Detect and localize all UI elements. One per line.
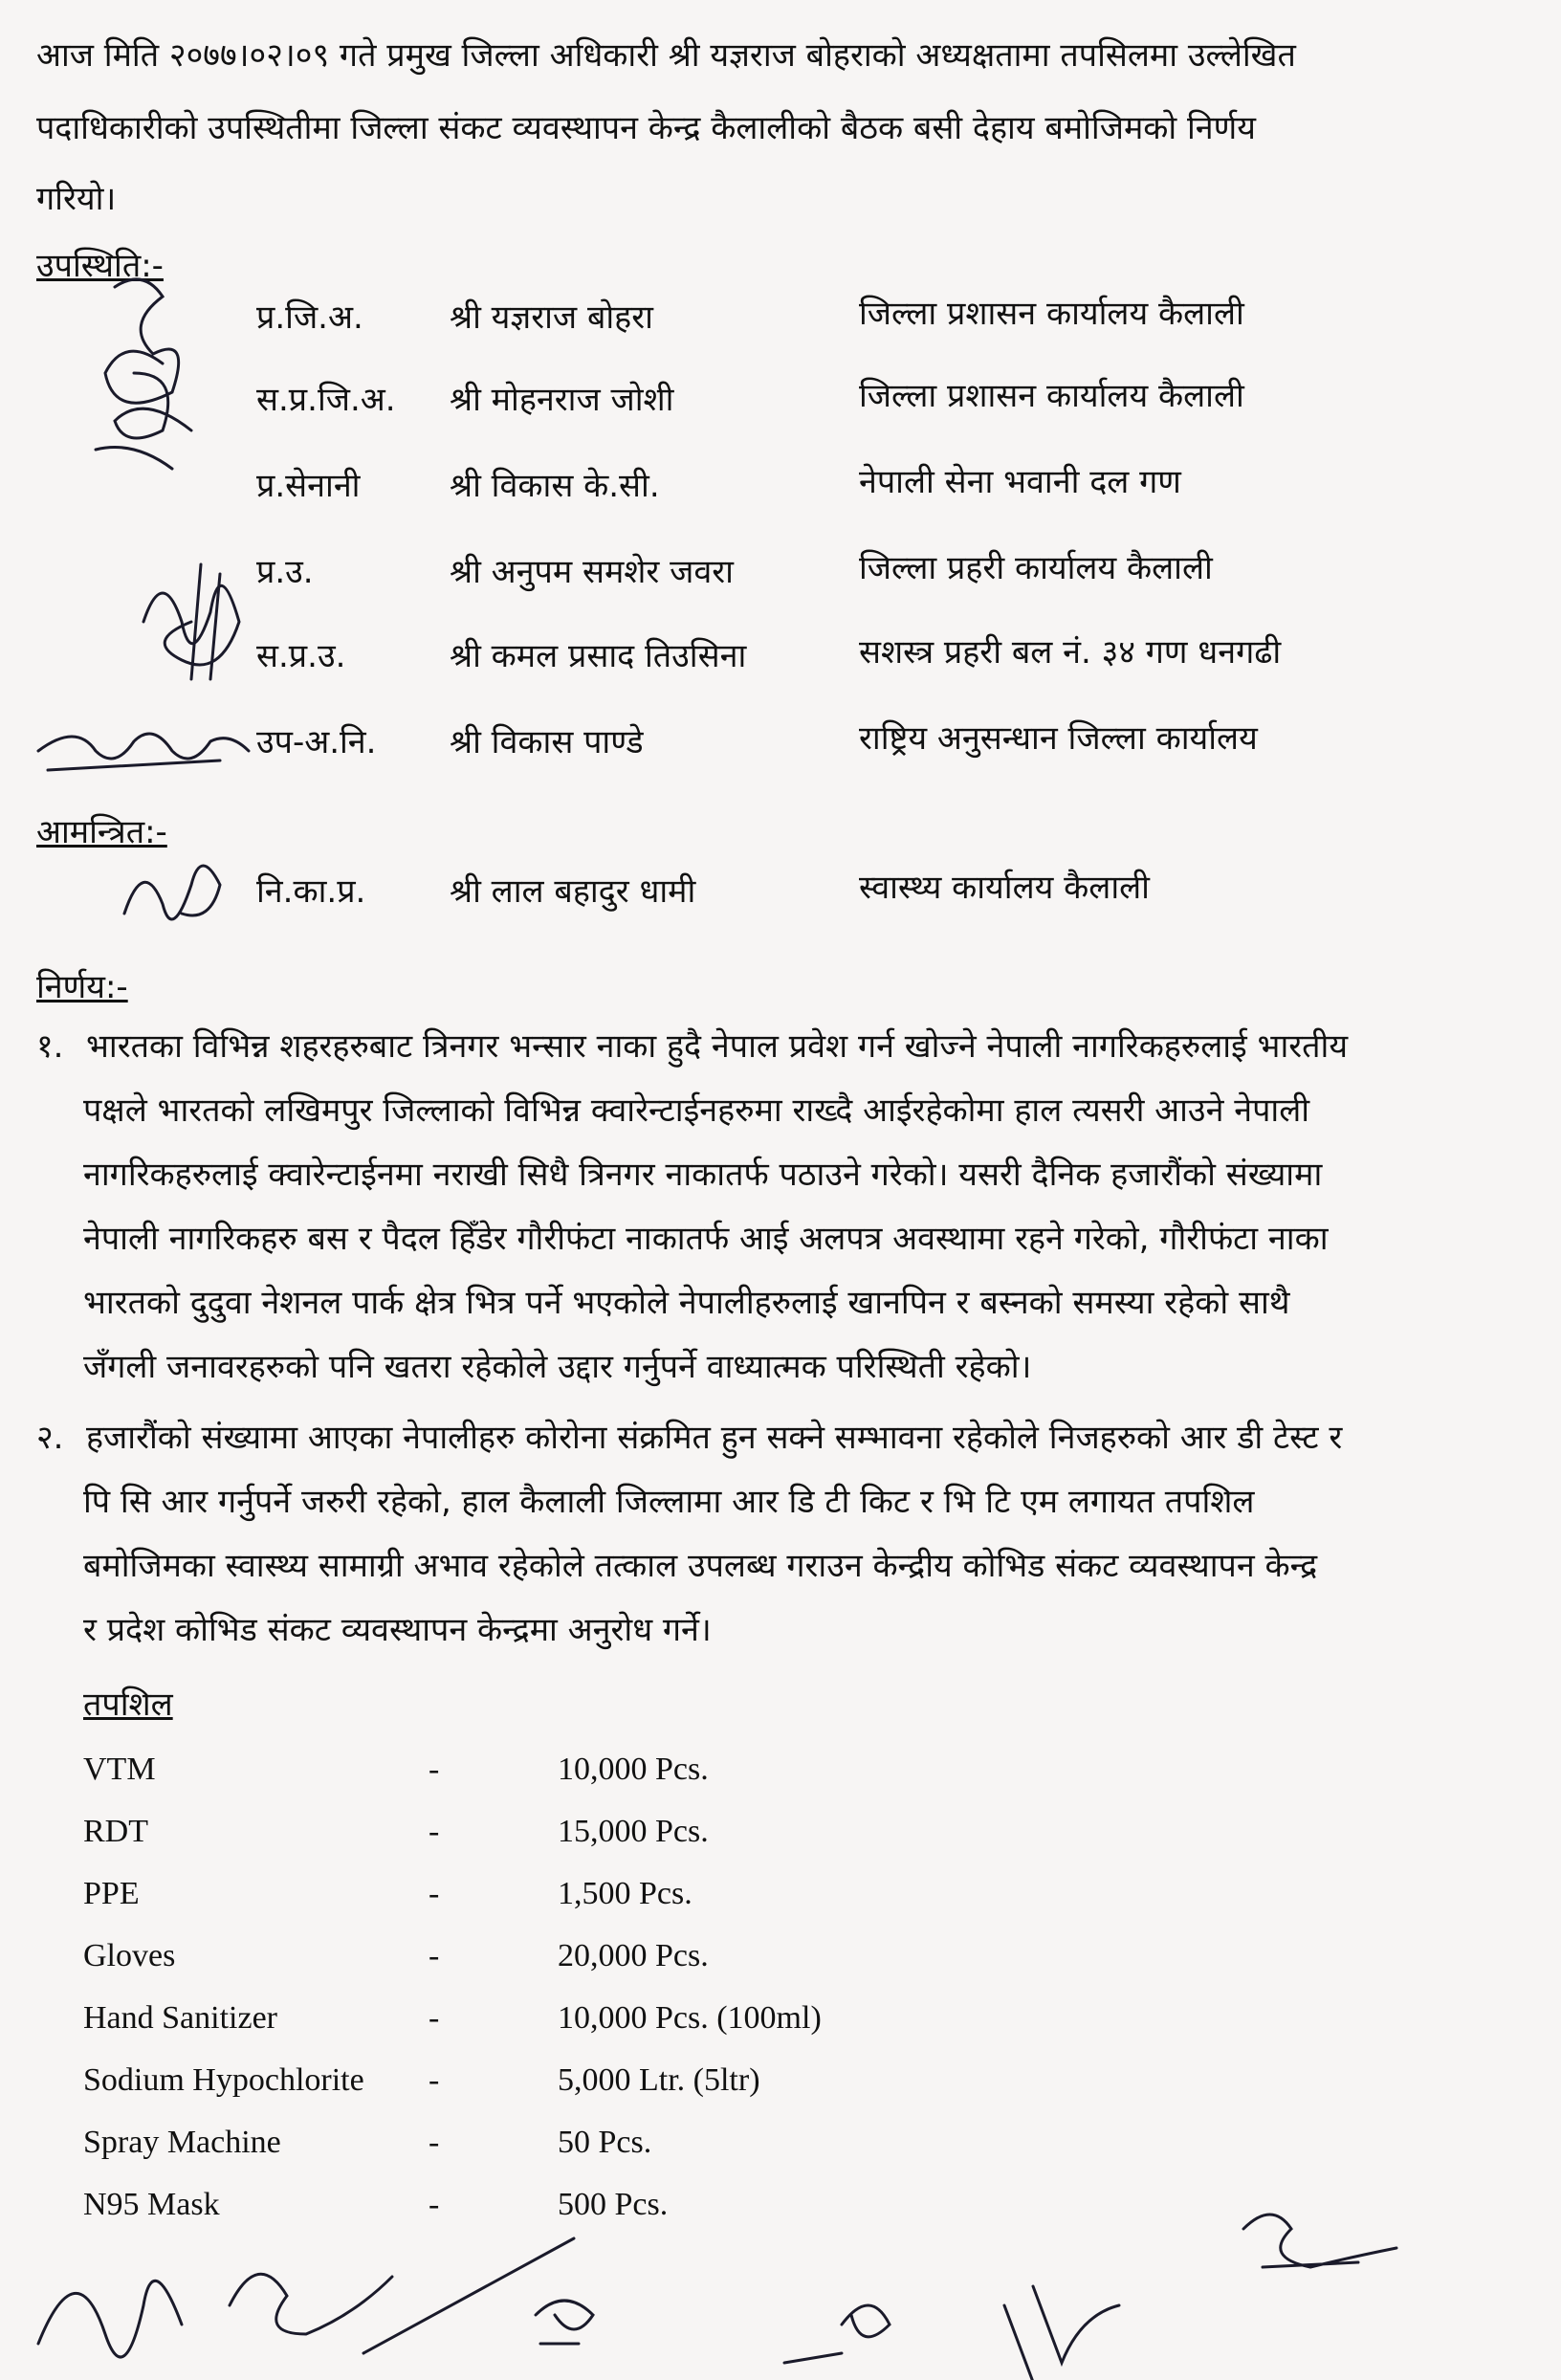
schedule-item: Sodium Hypochlorite	[83, 2062, 364, 2098]
attendee-role: प्र.उ.	[256, 553, 314, 591]
schedule-quantity: 500 Pcs.	[558, 2187, 669, 2222]
schedule-quantity: 10,000 Pcs. (100ml)	[558, 2000, 822, 2036]
invited-office: स्वास्थ्य कार्यालय कैलाली	[859, 869, 1150, 907]
attendee-name: श्री विकास के.सी.	[450, 467, 660, 505]
intro-line: आज मिति २०७७।०२।०९ गते प्रमुख जिल्ला अधिकारी श्री यज्ञराज बोहराको अध्यक्षतामा तपसिलमा उल्लेखित	[36, 36, 1296, 75]
schedule-item: Spray Machine	[83, 2125, 281, 2160]
schedule-heading: तपशिल	[83, 1686, 173, 1724]
signature-3	[29, 713, 258, 789]
attendee-office: राष्ट्रिय अनुसन्धान जिल्ला कार्यालय	[859, 719, 1258, 758]
decision-line: बमोजिमका स्वास्थ्य सामाग्री अभाव रहेकोले तत्काल उपलब्ध गराउन केन्द्रीय कोभिड संकट व्यवस्थापन केन्द्र	[83, 1547, 1318, 1585]
attendee-office: सशस्त्र प्रहरी बल नं. ३४ गण धनगढी	[859, 633, 1282, 672]
attendee-name: श्री मोहनराज जोशी	[450, 381, 674, 419]
schedule-item: RDT	[83, 1814, 148, 1849]
schedule-item: Gloves	[83, 1938, 176, 1973]
schedule-quantity: 50 Pcs.	[558, 2125, 652, 2160]
schedule-dash: -	[429, 2062, 440, 2098]
decision-line: नेपाली नागरिकहरु बस र पैदल हिँडेर गौरीफंटा नाकातर्फ आई अलपत्र अवस्थामा रहने गरेको, गौरीफंटा नाका	[83, 1220, 1329, 1258]
schedule-item: Hand Sanitizer	[83, 2000, 277, 2036]
schedule-quantity: 20,000 Pcs.	[558, 1938, 709, 1973]
schedule-dash: -	[429, 1814, 440, 1849]
decision-heading: निर्णय:-	[36, 968, 128, 1006]
attendee-name: श्री अनुपम समशेर जवरा	[450, 553, 734, 591]
attendee-name: श्री यज्ञराज बोहरा	[450, 298, 653, 337]
intro-line: गरियो।	[36, 180, 117, 218]
attendee-name: श्री कमल प्रसाद तिउसिना	[450, 637, 747, 675]
decision-number: २.	[36, 1419, 64, 1457]
invited-name: श्री लाल बहादुर धामी	[450, 872, 696, 911]
decision-line: पि सि आर गर्नुपर्ने जरुरी रहेको, हाल कैलाली जिल्लामा आर डि टी किट र भि टि एम लगायत तपशिल	[83, 1483, 1255, 1521]
signature-2	[115, 545, 268, 708]
decision-line: नागरिकहरुलाई क्वारेन्टाईनमा नराखी सिधै त्रिनगर नाकातर्फ पठाउने गरेको। यसरी दैनिक हजारौंको संख्यामा	[83, 1156, 1323, 1194]
signature-1	[77, 258, 268, 545]
decision-line: र प्रदेश कोभिड संकट व्यवस्थापन केन्द्रमा अनुरोध गर्ने।	[83, 1611, 712, 1649]
decision-line: भारतको दुदुवा नेशनल पार्क क्षेत्र भित्र पर्ने भएकोले नेपालीहरुलाई खानपिन र बस्नको समस्या रहेको साथै	[83, 1284, 1290, 1322]
attendance-heading: उपस्थिति:-	[36, 247, 164, 285]
signature-4	[105, 847, 249, 952]
attendee-role: प्र.सेनानी	[256, 467, 361, 505]
schedule-dash: -	[429, 2000, 440, 2036]
schedule-dash: -	[429, 1938, 440, 1973]
schedule-dash: -	[429, 2125, 440, 2160]
attendee-office: जिल्ला प्रहरी कार्यालय कैलाली	[859, 549, 1213, 587]
schedule-dash: -	[429, 2187, 440, 2222]
decision-line: जँगली जनावरहरुको पनि खतरा रहेकोले उद्दार गर्नुपर्ने वाध्यात्मक परिस्थिती रहेको।	[83, 1348, 1032, 1386]
invited-role: नि.का.प्र.	[256, 872, 366, 911]
bottom-signatures	[19, 2162, 1550, 2380]
attendee-role: उप-अ.नि.	[256, 723, 377, 761]
attendee-role: प्र.जि.अ.	[256, 298, 363, 337]
schedule-dash: -	[429, 1876, 440, 1911]
schedule-item: VTM	[83, 1752, 156, 1787]
invited-heading: आमन्त्रित:-	[36, 813, 167, 851]
schedule-quantity: 1,500 Pcs.	[558, 1876, 693, 1911]
schedule-dash: -	[429, 1752, 440, 1787]
attendee-office: जिल्ला प्रशासन कार्यालय कैलाली	[859, 295, 1244, 333]
decision-line: पक्षले भारतको लखिमपुर जिल्लाको विभिन्न क्वारेन्टाईनहरुमा राख्दै आईरहेकोमा हाल त्यसरी आउने नेपाली	[83, 1091, 1310, 1130]
decision-number: १.	[36, 1027, 64, 1066]
attendee-role: स.प्र.उ.	[256, 637, 346, 675]
schedule-quantity: 10,000 Pcs.	[558, 1752, 709, 1787]
schedule-item: N95 Mask	[83, 2187, 220, 2222]
intro-line: पदाधिकारीको उपस्थितीमा जिल्ला संकट व्यवस्थापन केन्द्र कैलालीको बैठक बसी देहाय बमोजिमको निर्णय	[36, 109, 1256, 147]
attendee-role: स.प्र.जि.अ.	[256, 381, 396, 419]
schedule-quantity: 15,000 Pcs.	[558, 1814, 709, 1849]
decision-line: हजारौंको संख्यामा आएका नेपालीहरु कोरोना संक्रमित हुन सक्ने सम्भावना रहेकोले निजहरुको आर डी टेस्ट र	[86, 1419, 1343, 1457]
decision-line: भारतका विभिन्न शहरहरुबाट त्रिनगर भन्सार नाका हुदै नेपाल प्रवेश गर्न खोज्ने नेपाली नागरिकहरुलाई भारतीय	[86, 1027, 1349, 1066]
schedule-quantity: 5,000 Ltr. (5ltr)	[558, 2062, 760, 2098]
attendee-office: जिल्ला प्रशासन कार्यालय कैलाली	[859, 377, 1244, 415]
attendee-name: श्री विकास पाण्डे	[450, 723, 644, 761]
attendee-office: नेपाली सेना भवानी दल गण	[859, 463, 1181, 501]
schedule-item: PPE	[83, 1876, 140, 1911]
